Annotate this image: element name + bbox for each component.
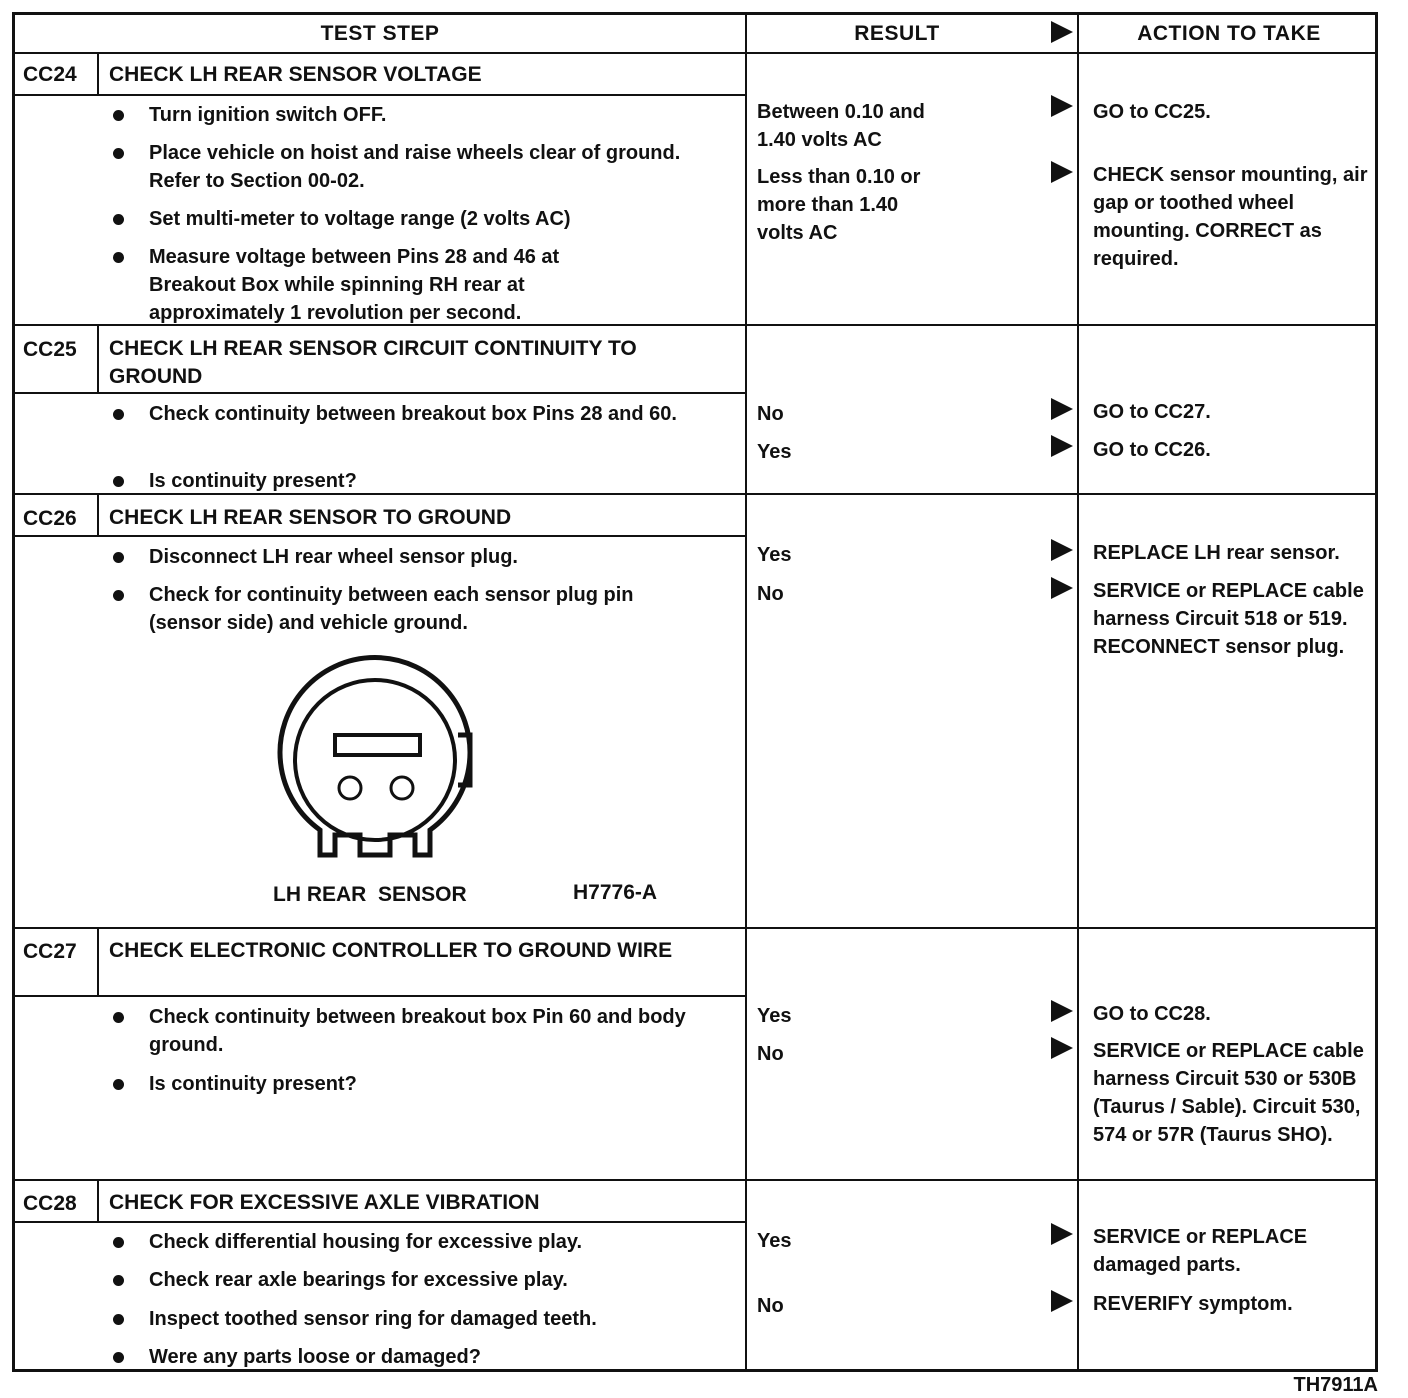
header-rule: [15, 52, 1375, 54]
action-text: GO to CC25.: [1093, 101, 1211, 123]
bullet-icon: [111, 467, 149, 495]
step-rule: [15, 1179, 1375, 1181]
header-test-step: TEST STEP: [320, 22, 440, 45]
arrow-icon: [1051, 21, 1073, 43]
bullet-icon: [111, 1305, 149, 1333]
title-rule: [15, 535, 747, 537]
action-text: SERVICE or REPLACE cable harness Circuit 530 or 530B (Taurus / Sable). Circuit 530, 574 or 57R (Taurus SHO).: [1093, 1040, 1364, 1146]
title-rule: [15, 995, 747, 997]
diagnostic-table: [12, 12, 1378, 1372]
list-item: Check rear axle bearings for excessive play.: [111, 1266, 731, 1294]
bullet-icon: [111, 1070, 149, 1098]
result-text: No: [757, 1295, 784, 1317]
action-text: GO to CC26.: [1093, 439, 1211, 461]
result-text: Yes: [757, 1230, 792, 1252]
figure-caption: LH REAR SENSOR: [273, 883, 467, 906]
title-rule: [15, 1221, 747, 1223]
bullet-icon: [111, 1343, 149, 1371]
list-item: Turn ignition switch OFF.: [111, 101, 731, 129]
title-rule: [15, 94, 747, 96]
title-rule: [15, 392, 747, 394]
step-title: CHECK LH REAR SENSOR VOLTAGE: [109, 63, 482, 86]
action-text: GO to CC27.: [1093, 401, 1211, 423]
arrow-icon: [1051, 398, 1073, 420]
step-title: CHECK FOR EXCESSIVE AXLE VIBRATION: [109, 1191, 540, 1214]
bullet-icon: [111, 139, 149, 195]
step-rule: [15, 493, 1375, 495]
step-title: CHECK ELECTRONIC CONTROLLER TO GROUND WIRE: [109, 939, 673, 962]
action-text: REVERIFY symptom.: [1093, 1293, 1293, 1315]
result-text: Yes: [757, 441, 792, 463]
step-rule: [15, 927, 1375, 929]
arrow-icon: [1051, 1223, 1073, 1245]
action-text: GO to CC28.: [1093, 1003, 1211, 1025]
list-item: Check continuity between breakout box Pin 60 and body ground.: [111, 1003, 731, 1059]
action-text: SERVICE or REPLACE cable harness Circuit 518 or 519. RECONNECT sensor plug.: [1093, 580, 1364, 658]
bullet-icon: [111, 243, 149, 327]
action-text: REPLACE LH rear sensor.: [1093, 542, 1340, 564]
step-title: CHECK LH REAR SENSOR CIRCUIT CONTINUITY TO GROUND: [109, 337, 637, 388]
divider-result-action: [1077, 15, 1079, 1369]
figure-reference-code: TH7911A: [1293, 1374, 1378, 1396]
step-id: CC27: [23, 940, 77, 963]
bullet-icon: [111, 400, 149, 428]
sensor-connector-icon: [265, 655, 485, 875]
result-text: No: [757, 403, 784, 425]
list-item: Check differential housing for excessive play.: [111, 1228, 731, 1256]
list-item: Is continuity present?: [111, 467, 731, 495]
arrow-icon: [1051, 161, 1073, 183]
arrow-icon: [1051, 1037, 1073, 1059]
list-item: Check for continuity between each sensor plug pin (sensor side) and vehicle ground.: [111, 581, 731, 637]
step-id: CC24: [23, 63, 77, 86]
arrow-icon: [1051, 435, 1073, 457]
id-divider: [97, 53, 99, 95]
header-result: RESULT: [854, 22, 940, 45]
action-text: SERVICE or REPLACE damaged parts.: [1093, 1226, 1308, 1276]
header-action: ACTION TO TAKE: [1137, 22, 1321, 45]
bullet-icon: [111, 101, 149, 129]
bullet-icon: [111, 1266, 149, 1294]
result-text: No: [757, 1043, 784, 1065]
arrow-icon: [1051, 1290, 1073, 1312]
list-item: Place vehicle on hoist and raise wheels clear of ground. Refer to Section 00-02.: [111, 139, 731, 195]
list-item: Were any parts loose or damaged?: [111, 1343, 731, 1371]
list-item: Is continuity present?: [111, 1070, 731, 1098]
result-text: Between 0.10 and 1.40 volts AC: [757, 101, 925, 151]
bullet-icon: [111, 205, 149, 233]
list-item: Disconnect LH rear wheel sensor plug.: [111, 543, 731, 571]
figure-code: H7776-A: [573, 881, 658, 904]
arrow-icon: [1051, 577, 1073, 599]
arrow-icon: [1051, 539, 1073, 561]
result-text: Yes: [757, 1005, 792, 1027]
bullet-icon: [111, 543, 149, 571]
list-item: Measure voltage between Pins 28 and 46 at Breakout Box while spinning RH rear at approximately 1 revolution per second.: [111, 243, 731, 327]
list-item: Set multi-meter to voltage range (2 volts AC): [111, 205, 731, 233]
result-text: No: [757, 583, 784, 605]
step-id: CC28: [23, 1192, 77, 1215]
arrow-icon: [1051, 95, 1073, 117]
id-divider: [97, 1181, 99, 1221]
id-divider: [97, 495, 99, 535]
step-id: CC26: [23, 507, 77, 530]
list-item: Inspect toothed sensor ring for damaged teeth.: [111, 1305, 731, 1333]
bullet-icon: [111, 1228, 149, 1256]
list-item: Check continuity between breakout box Pins 28 and 60.: [111, 400, 731, 428]
arrow-icon: [1051, 1000, 1073, 1022]
result-text: Yes: [757, 544, 792, 566]
divider-step-result: [745, 15, 747, 1369]
bullet-icon: [111, 581, 149, 637]
id-divider: [97, 929, 99, 995]
bullet-icon: [111, 1003, 149, 1059]
action-text: CHECK sensor mounting, air gap or toothed wheel mounting. CORRECT as required.: [1093, 164, 1368, 270]
step-rule: [15, 324, 1375, 326]
result-text: Less than 0.10 or more than 1.40 volts AC: [757, 166, 921, 244]
step-id: CC25: [23, 338, 77, 361]
step-title: CHECK LH REAR SENSOR TO GROUND: [109, 506, 512, 529]
id-divider: [97, 326, 99, 392]
